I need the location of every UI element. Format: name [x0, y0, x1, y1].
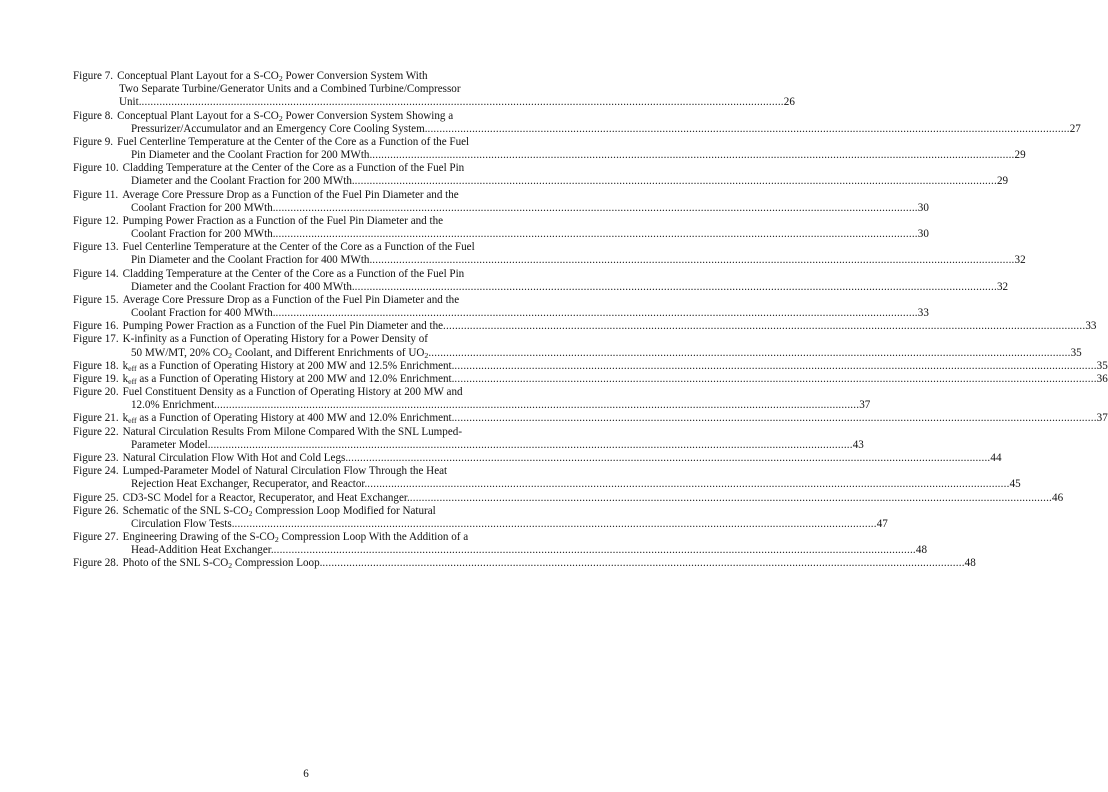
figure-label: Figure 27. [73, 531, 119, 544]
text-segment: Head-Addition Heat Exchanger. [131, 544, 274, 557]
text-segment: k [122, 359, 129, 372]
toc-entry[interactable] [73, 451, 1002, 465]
text-segment: as a Function of Operating History at 200 MW and 12.5% Enrichment. [136, 359, 455, 372]
toc-entry-line [73, 333, 541, 346]
page-ref[interactable]: 43 [852, 438, 864, 451]
toc-entry-line [73, 189, 541, 202]
dot-leader [410, 492, 1052, 505]
toc-entry-line [73, 505, 541, 518]
figure-title-text [131, 478, 367, 491]
dot-leader [454, 412, 1096, 425]
text-segment: Conceptual Plant Layout for a S-CO [117, 70, 279, 82]
toc-entry-line [73, 531, 541, 544]
toc-entry-line [73, 162, 541, 175]
figure-label: Figure 26. [73, 504, 119, 517]
figure-label: Figure 22. [73, 425, 119, 438]
text-segment: Engineering Drawing of the S-CO [122, 531, 275, 544]
text-segment: Coolant Fraction for 400 MWth. [131, 307, 276, 320]
text-segment: Pressurizer/Accumulator and an Emergency Core Cooling System. [131, 122, 428, 135]
figure-title-text [131, 439, 210, 452]
dot-leader [234, 518, 876, 531]
subscript: 2 [278, 73, 283, 83]
page-ref[interactable]: 33 [1085, 320, 1097, 333]
text-segment: Schematic of the SNL S-CO [122, 504, 249, 517]
toc-entry-line [73, 478, 1021, 491]
page-ref[interactable]: 27 [1069, 122, 1081, 135]
text-segment: as a Function of Operating History at 400 MW and 12.0% Enrichment. [136, 412, 455, 425]
page-ref[interactable]: 37 [859, 399, 871, 412]
toc-entry-line [73, 149, 1026, 162]
figure-title-text [131, 175, 355, 188]
figure-title-text [123, 465, 448, 478]
toc-entry[interactable] [73, 135, 1026, 162]
figure-title-text [123, 333, 428, 346]
page-ref[interactable]: 29 [996, 175, 1009, 188]
text-segment: Average Core Pressure Drop as a Function of the Fuel Pin Diameter and the [122, 293, 460, 306]
page-ref[interactable]: 37 [1096, 412, 1108, 425]
toc-entry-line [73, 268, 541, 281]
toc-entry[interactable] [73, 531, 927, 557]
figure-title-text [123, 492, 410, 505]
figure-title-text [123, 241, 475, 254]
toc-entry[interactable] [73, 333, 1082, 360]
figure-title-text [123, 373, 455, 386]
text-segment: Diameter and the Coolant Fraction for 200 MWth. [131, 175, 355, 188]
dot-leader [276, 228, 918, 241]
page-ref[interactable]: 45 [1009, 478, 1021, 491]
text-segment: Cladding Temperature at the Center of the Core as a Function of the Fuel Pin [122, 162, 465, 175]
toc-entry-line [73, 557, 976, 571]
subscript: eff [128, 363, 137, 373]
text-segment: Natural Circulation Results From Milone Compared With the SNL Lumped- [122, 425, 463, 438]
subscript: 2 [228, 561, 233, 571]
page-ref[interactable]: 44 [990, 451, 1002, 464]
subscript: eff [128, 416, 137, 426]
text-segment: Natural Circulation Flow With Hot and Cold Legs. [122, 451, 349, 464]
toc-entry[interactable] [73, 425, 864, 452]
list-of-figures [73, 70, 1108, 571]
toc-entry-line [73, 280, 1009, 294]
figure-label: Figure 14. [73, 267, 119, 280]
dot-leader [276, 307, 918, 320]
dot-leader [443, 320, 1085, 333]
toc-entry[interactable] [73, 109, 1081, 136]
text-segment: 50 MW/MT, 20% CO [131, 346, 229, 359]
figure-title-text [131, 544, 274, 557]
page-ref[interactable]: 35 [1070, 346, 1082, 359]
text-segment: Pumping Power Fraction as a Function of the Fuel Pin Diameter and the [122, 320, 444, 333]
toc-entry-line [73, 228, 929, 241]
figure-title-text [117, 70, 427, 83]
page-ref[interactable]: 47 [876, 517, 888, 530]
toc-entry[interactable] [73, 214, 929, 241]
toc-entry[interactable] [73, 320, 1097, 333]
page-ref[interactable]: 36 [1096, 372, 1108, 385]
toc-entry-line [73, 517, 888, 531]
figure-title-text [123, 294, 460, 307]
toc-entry-line [73, 110, 541, 123]
page-ref[interactable]: 33 [917, 307, 929, 320]
toc-entry-line [73, 412, 1108, 426]
toc-entry-line [73, 399, 871, 412]
text-segment: Average Core Pressure Drop as a Function of the Fuel Pin Diameter and the [122, 188, 459, 201]
text-segment: Coolant Fraction for 200 MWth. [131, 228, 276, 241]
toc-entry[interactable] [73, 267, 1009, 294]
text-segment: Unit. [119, 96, 142, 109]
toc-entry-line [73, 83, 541, 96]
figure-label: Figure 15. [73, 293, 119, 306]
toc-entry-line [73, 544, 927, 557]
figure-label: Figure 16. [73, 320, 119, 333]
dot-leader [427, 123, 1069, 136]
toc-entry[interactable] [73, 465, 1021, 491]
page-ref[interactable]: 48 [915, 544, 927, 557]
text-segment: Power Conversion System Showing a [282, 109, 454, 122]
toc-entry-line [73, 175, 1009, 188]
figure-title-text [123, 320, 443, 333]
text-segment: Lumped-Parameter Model of Natural Circulation Flow Through the Heat [122, 465, 448, 478]
text-segment: 12.0% Enrichment. [131, 399, 217, 412]
figure-title-text [123, 386, 463, 399]
toc-entry-line [73, 438, 864, 452]
figure-label: Figure 19. [73, 372, 119, 385]
figure-label: Figure 9. [73, 135, 114, 148]
toc-entry[interactable] [73, 359, 1108, 373]
figure-title-text [117, 110, 453, 123]
figure-title-text [122, 189, 459, 202]
figure-title-text [123, 360, 455, 373]
text-segment: Cladding Temperature at the Center of the Core as a Function of the Fuel Pin [122, 267, 465, 280]
text-segment: Rejection Heat Exchanger, Recuperator, and Reactor. [131, 478, 368, 491]
text-segment: k [122, 412, 129, 425]
toc-entry[interactable] [73, 241, 1026, 267]
dot-leader [372, 254, 1014, 267]
text-segment: Fuel Centerline Temperature at the Center of the Core as a Function of the Fuel [122, 241, 475, 254]
page-ref[interactable]: 30 [917, 201, 929, 214]
dot-leader [355, 281, 997, 294]
figure-title-text [123, 557, 323, 570]
toc-entry[interactable] [73, 188, 929, 215]
figure-label: Figure 18. [73, 359, 119, 372]
text-segment: Fuel Constituent Density as a Function of Operating History at 200 MW and [122, 386, 463, 399]
dot-leader [142, 96, 784, 109]
figure-label: Figure 12. [73, 214, 119, 227]
text-segment: Conceptual Plant Layout for a S-CO [117, 109, 279, 122]
figure-title-text [123, 268, 465, 281]
text-segment: Compression Loop Modified for Natural [252, 504, 436, 517]
figure-title-text [123, 412, 455, 425]
text-segment: as a Function of Operating History at 200 MW and 12.0% Enrichment. [136, 372, 455, 385]
dot-leader [367, 478, 1009, 491]
subscript: eff [128, 376, 137, 386]
page-ref[interactable]: 30 [917, 228, 929, 241]
dot-leader [454, 360, 1096, 373]
toc-entry-line [73, 320, 1097, 333]
figure-title-text [131, 202, 276, 215]
text-segment: Pumping Power Fraction as a Function of the Fuel Pin Diameter and the [122, 214, 444, 227]
toc-entry-line [73, 136, 541, 149]
figure-label: Figure 24. [73, 465, 119, 478]
toc-entry-line [73, 241, 541, 254]
text-segment: Photo of the SNL S-CO [122, 557, 229, 570]
figure-label: Figure 8. [73, 109, 114, 122]
figure-label: Figure 11. [73, 188, 119, 201]
toc-entry[interactable] [73, 293, 929, 320]
text-segment: Coolant Fraction for 200 MWth. [131, 201, 276, 214]
toc-entry-line [73, 346, 1082, 360]
toc-entry[interactable] [73, 412, 1108, 426]
page-ref[interactable]: 35 [1096, 359, 1108, 372]
figure-title-text [117, 136, 469, 149]
figure-title-text [131, 518, 234, 531]
text-segment: Coolant, and Different Enrichments of UO [232, 346, 425, 359]
toc-entry-line [73, 307, 929, 320]
toc-entry-line [73, 359, 1108, 373]
text-segment: Fuel Centerline Temperature at the Center of the Core as a Function of the Fuel [117, 135, 470, 148]
toc-entry[interactable] [73, 557, 976, 571]
toc-entry-line [73, 372, 1108, 386]
figure-title-text [123, 505, 436, 518]
dot-leader [210, 439, 852, 452]
page-ref[interactable]: 48 [964, 557, 976, 570]
toc-entry[interactable] [73, 504, 888, 531]
dot-leader [355, 175, 997, 188]
toc-entry[interactable] [73, 491, 1064, 505]
toc-entry-line [73, 201, 929, 215]
toc-entry-line [73, 70, 541, 83]
page-ref[interactable]: 32 [996, 280, 1009, 293]
dot-leader [372, 149, 1014, 162]
text-segment: Circulation Flow Tests. [131, 517, 235, 530]
subscript: 2 [424, 350, 429, 360]
figure-title-text [123, 215, 443, 228]
toc-entry-line [73, 491, 1064, 505]
toc-entry-line [73, 386, 541, 399]
subscript: 2 [248, 508, 253, 518]
dot-leader [276, 202, 918, 215]
text-segment: Power Conversion System With [282, 70, 428, 82]
text-segment: k [122, 372, 129, 385]
figure-title-text [131, 254, 372, 267]
dot-leader [322, 557, 964, 570]
figure-label: Figure 23. [73, 451, 119, 464]
figure-label: Figure 20. [73, 386, 119, 399]
page-number: 6 [303, 768, 309, 780]
text-segment: Compression Loop With the Addition of a [278, 531, 469, 544]
toc-entry[interactable] [73, 162, 1009, 188]
toc-entry[interactable] [73, 372, 1108, 386]
figure-title-text [123, 531, 469, 544]
figure-label: Figure 28. [73, 557, 119, 570]
figure-title-text [131, 281, 355, 294]
toc-entry[interactable] [73, 386, 871, 412]
page-ref[interactable]: 26 [783, 96, 795, 109]
toc-entry[interactable] [73, 70, 795, 110]
subscript: 2 [278, 113, 283, 123]
toc-entry-line [73, 122, 1081, 136]
page-ref[interactable]: 32 [1014, 254, 1026, 267]
dot-leader [428, 347, 1070, 360]
figure-title-text [123, 162, 465, 175]
dot-leader [217, 399, 859, 412]
figure-title-text [131, 228, 276, 241]
toc-entry-line [73, 254, 1026, 267]
text-segment: Parameter Model. [131, 438, 211, 451]
figure-title-text [131, 149, 372, 162]
figure-title-text [131, 347, 428, 360]
toc-entry-line [73, 465, 541, 478]
figure-label: Figure 21. [73, 412, 119, 425]
subscript: 2 [274, 534, 279, 544]
figure-title-text [123, 452, 349, 465]
text-segment: Pin Diameter and the Coolant Fraction for 400 MWth. [131, 254, 373, 267]
figure-title-text [119, 83, 461, 96]
toc-entry-line [73, 215, 541, 228]
dot-leader [274, 544, 916, 557]
toc-entry-line [73, 451, 1002, 465]
figure-label: Figure 7. [73, 70, 114, 82]
toc-entry-line [73, 294, 541, 307]
page-ref[interactable]: 29 [1014, 149, 1026, 162]
figure-title-text [123, 426, 462, 439]
toc-entry-line [73, 426, 541, 439]
subscript: 2 [228, 350, 233, 360]
text-segment: Two Separate Turbine/Generator Units and a Combined Turbine/Compressor [119, 83, 461, 96]
text-segment: Diameter and the Coolant Fraction for 400 MWth. [131, 280, 355, 293]
dot-leader [454, 373, 1096, 386]
text-segment: Compression Loop. [232, 557, 323, 570]
text-segment: K-infinity as a Function of Operating History for a Power Density of [122, 333, 428, 346]
figure-label: Figure 10. [73, 162, 119, 175]
text-segment: CD3-SC Model for a Reactor, Recuperator, and Heat Exchanger. [122, 491, 410, 504]
page-ref[interactable]: 46 [1052, 491, 1064, 504]
figure-title-text [131, 399, 217, 412]
dot-leader [348, 452, 990, 465]
figure-title-text [131, 307, 276, 320]
figure-title-text [131, 123, 427, 136]
figure-label: Figure 13. [73, 241, 119, 254]
figure-label: Figure 25. [73, 491, 119, 504]
figure-title-text [119, 96, 142, 109]
toc-entry-line [73, 96, 795, 109]
figure-label: Figure 17. [73, 333, 119, 346]
text-segment: Pin Diameter and the Coolant Fraction for 200 MWth. [131, 149, 373, 162]
